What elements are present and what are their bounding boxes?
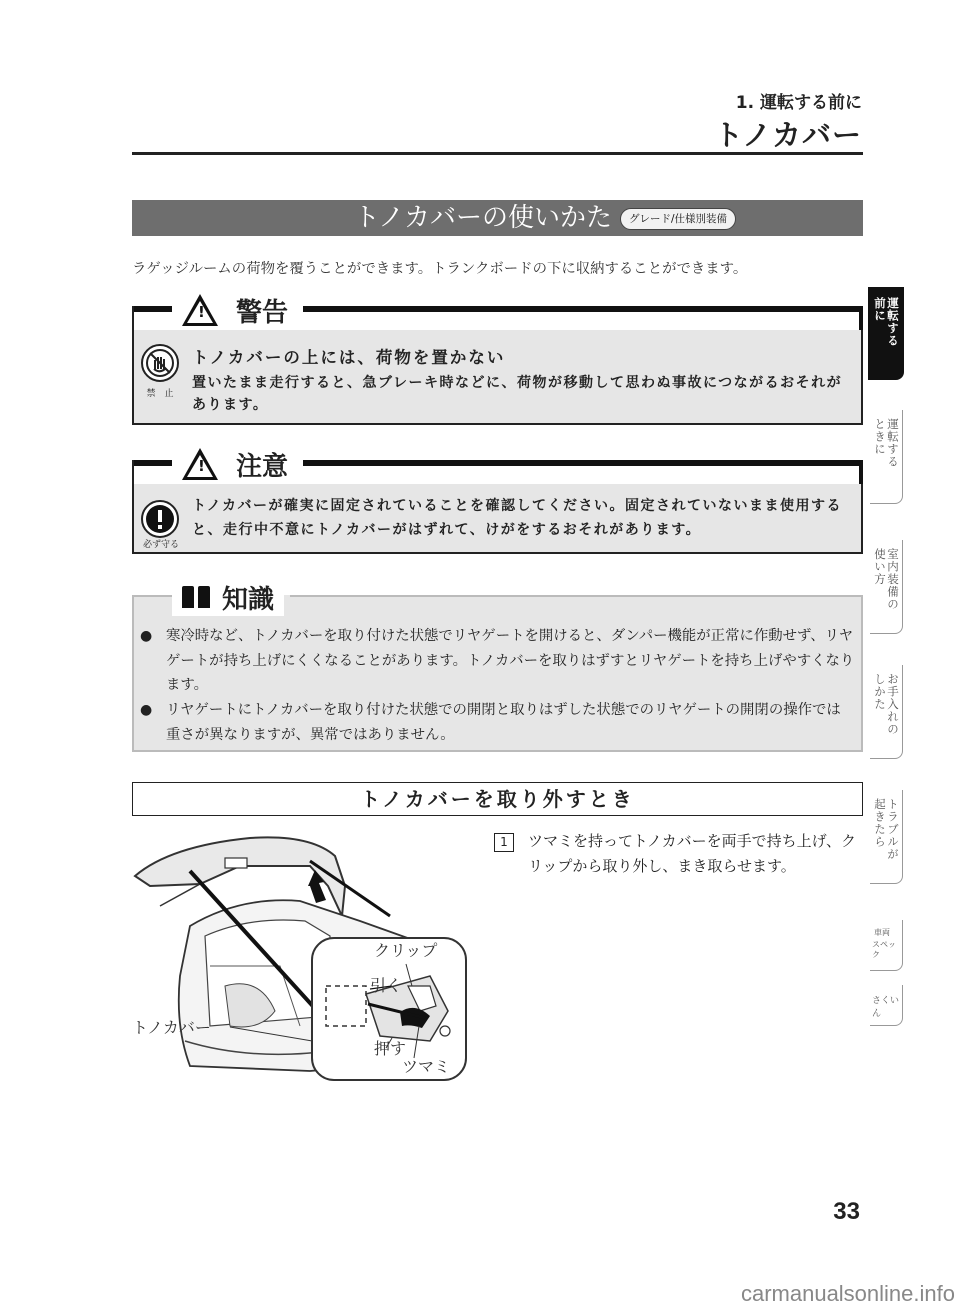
side-tab-index[interactable]	[870, 985, 903, 1026]
side-tab-text: 運転する	[886, 297, 900, 347]
book-icon	[182, 586, 210, 608]
side-tab-specs[interactable]	[870, 920, 903, 971]
side-tab-text: お手入れの	[886, 673, 900, 736]
step-number: 1	[494, 833, 514, 852]
warning-box-edge	[132, 306, 134, 332]
knowledge-item-text: リヤゲートにトノカバーを取り付けた状態での開閉と取りはずした状態でのリヤゲートの開閉の操作では重さが異なりますが、異常ではありません。	[166, 702, 841, 743]
page-number: 33	[833, 1198, 860, 1225]
label-tonneau-cover: トノカバー	[132, 1018, 211, 1037]
side-tab-text: トラブルが	[886, 798, 900, 861]
label-pull: 引く	[370, 976, 403, 995]
label-clip: クリップ	[374, 941, 438, 960]
bullet-icon: ●	[140, 702, 153, 718]
side-tab-text: 起きたら	[873, 798, 887, 848]
watermark: carmanualsonline.info	[740, 1281, 955, 1306]
grade-badge: グレード/仕様別装備	[620, 208, 736, 230]
mandatory-exclamation-icon	[141, 500, 179, 538]
section-banner	[132, 200, 863, 236]
caution-bar-left	[132, 460, 172, 466]
label-knob: ツマミ	[402, 1057, 451, 1076]
step-text: ツマミを持ってトノカバーを両手で持ち上げ、クリップから取り外し、まき取らせます。	[528, 832, 857, 875]
side-tab-text: 使い方	[873, 548, 887, 586]
side-tab-text: ときに	[873, 418, 887, 456]
removal-heading: トノカバーを取り外すとき	[132, 782, 863, 816]
warning-box-edge	[859, 306, 863, 332]
warning-triangle-icon: !	[182, 294, 218, 326]
tonneau-cover-illustration	[130, 826, 475, 1084]
knowledge-item	[140, 624, 855, 698]
knowledge-line	[132, 595, 172, 597]
prohibited-hand-icon	[141, 344, 179, 382]
side-tab-text: 室内装備の	[886, 548, 900, 611]
side-tab-text: しかた	[873, 673, 887, 711]
knowledge-line	[290, 595, 863, 597]
side-tab-text: 運転する	[886, 418, 900, 468]
side-tab-before-driving[interactable]	[868, 287, 904, 380]
section-title: トノカバーの使いかた	[353, 203, 612, 233]
caution-box-edge	[859, 460, 863, 486]
caution-triangle-icon: !	[182, 448, 218, 480]
knowledge-heading	[172, 578, 284, 616]
bullet-icon: ●	[140, 628, 153, 644]
side-tab-while-driving[interactable]	[870, 410, 903, 504]
side-tab-maintenance[interactable]	[870, 665, 903, 759]
knowledge-item	[140, 698, 855, 747]
label-push: 押す	[374, 1039, 407, 1058]
intro-text: ラゲッジルームの荷物を覆うことができます。トランクボードの下に収納することができます。	[132, 261, 748, 277]
warning-heading	[172, 290, 298, 330]
warning-text: 置いたまま走行すると、急ブレーキ時などに、荷物が移動して思わぬ事故につながるおそれがあります。	[192, 375, 843, 413]
side-tab-trouble[interactable]	[870, 790, 903, 884]
side-tab-text: 車両	[874, 928, 890, 937]
header-rule	[132, 152, 863, 155]
chapter-title: 1. 運転する前に	[735, 93, 862, 113]
mandatory-label: 必ず守る	[142, 540, 179, 550]
warning-title: トノカバーの上には、荷物を置かない	[192, 348, 506, 367]
caution-heading	[172, 444, 298, 484]
side-tab-interior[interactable]	[870, 540, 903, 634]
warning-bar-right	[303, 306, 863, 312]
warning-bar-left	[132, 306, 172, 312]
side-tab-text: さくいん	[872, 996, 900, 1019]
side-tab-text: 前に	[873, 297, 887, 322]
caution-text: トノカバーが確実に固定されていることを確認してください。固定されていないまま使用すると、走行中不意にトノカバーがはずれて、けがをするおそれがあります。	[192, 498, 843, 538]
side-tab-text: スペック	[872, 940, 896, 959]
caution-bar-right	[303, 460, 863, 466]
knowledge-heading-label: 知識	[222, 584, 275, 615]
knowledge-item-text: 寒冷時など、トノカバーを取り付けた状態でリヤゲートを開けると、ダンパー機能が正常に作動せず、リヤゲートが持ち上げにくくなることがあります。トノカバーを取りはずすとリヤゲートを持ち上げやすくなります。	[166, 628, 855, 693]
page-title: トノカバー	[714, 118, 862, 152]
prohibited-label: 禁 止	[146, 389, 174, 399]
caution-box-edge	[132, 460, 134, 486]
caution-heading-label: 注意	[236, 451, 289, 482]
warning-heading-label: 警告	[236, 297, 289, 328]
